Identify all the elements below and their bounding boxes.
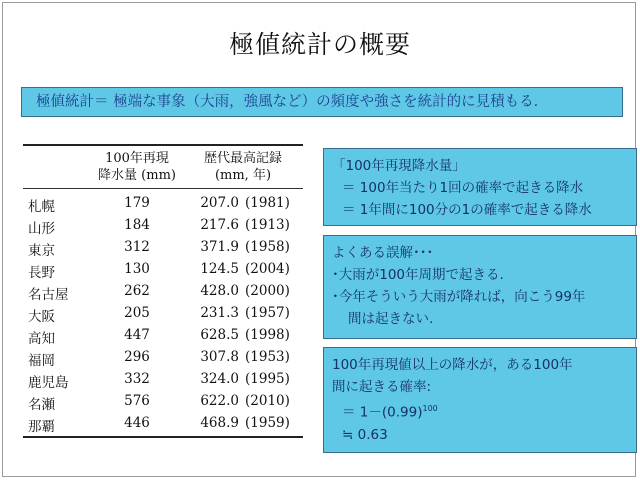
return-period-cell: 296 [124,349,150,365]
record-cell: 468.9 [200,415,239,431]
summary-banner: 極値統計＝ 極端な事象（大雨，強風など）の頻度や強さを統計的に見積もる. [21,87,623,117]
misconception-heading: よくある誤解･･･ [332,245,434,261]
slide [2,2,636,477]
city-cell: 名瀬 [28,397,55,413]
misconception-box [323,235,637,339]
table-row [23,280,303,302]
city-cell: 高知 [28,331,55,347]
record-year-cell: (1953) [245,349,290,365]
record-cell: 324.0 [200,371,239,387]
record-cell: 622.0 [200,393,239,409]
misconception-item-2-cont: 間は起きない. [348,311,434,327]
record-year-cell: (1959) [245,415,290,431]
table-row [23,412,303,434]
table-row [23,390,303,412]
record-cell: 628.5 [200,327,239,343]
formula-base: ＝ 1－(0.99) [342,404,423,421]
record-year-cell: (1995) [245,371,290,387]
definition-line-1: ＝ 100年当たり1回の確率で起きる降水 [342,180,584,196]
city-cell: 名古屋 [28,287,69,303]
table-row [23,368,303,390]
record-cell: 231.3 [200,305,239,321]
return-period-cell: 179 [124,195,150,211]
record-year-cell: (1958) [245,239,290,255]
return-period-cell: 130 [124,261,150,277]
return-period-cell: 446 [124,415,150,431]
table-bottom-rule [23,436,303,438]
table-row [23,192,303,214]
table-row [23,346,303,368]
misconception-item-2: ･今年そういう大雨が降れば，向こう99年 [332,289,586,305]
probability-line-1: 100年再現値以上の降水が，ある100年 [332,357,573,373]
table-row [23,324,303,346]
return-period-cell: 184 [124,217,150,233]
record-year-cell: (2000) [245,283,290,299]
header-record-line2: (mm, 年) [214,168,272,183]
header-return-period [87,150,187,184]
record-year-cell: (1981) [245,195,290,211]
return-period-cell: 332 [124,371,150,387]
record-year-cell: (2010) [245,393,290,409]
formula-exponent: 100 [422,404,438,413]
table-header-rule [23,188,303,189]
definition-heading: 「100年再現降水量」 [332,158,466,174]
table-row [23,214,303,236]
misconception-item-1: ･大雨が100年周期で起きる. [332,267,504,283]
probability-line-2: 間に起きる確率: [332,379,432,395]
record-year-cell: (1913) [245,217,290,233]
header-return-period-line1: 100年再現 [105,151,169,166]
record-year-cell: (1957) [245,305,290,321]
city-cell: 福岡 [28,353,55,369]
record-cell: 217.6 [200,217,239,233]
record-cell: 207.0 [200,195,239,211]
city-cell: 鹿児島 [28,375,69,391]
return-period-cell: 262 [124,283,150,299]
return-period-cell: 312 [124,239,150,255]
city-cell: 東京 [28,243,55,259]
record-cell: 371.9 [200,239,239,255]
return-period-cell: 447 [124,327,150,343]
definition-box [323,148,637,226]
definition-line-2: ＝ 1年間に100分の1の確率で起きる降水 [342,202,592,218]
record-cell: 124.5 [200,261,239,277]
probability-result: ≒ 0.63 [342,426,388,443]
table-row [23,236,303,258]
city-cell: 大阪 [28,309,55,325]
return-period-cell: 205 [124,305,150,321]
table-row [23,302,303,324]
record-year-cell: (2004) [245,261,290,277]
city-cell: 那覇 [28,419,55,435]
table-top-rule [23,144,303,146]
city-cell: 山形 [28,221,55,237]
table-row [23,258,303,280]
record-cell: 428.0 [200,283,239,299]
slide-title: 極値統計の概要 [228,30,411,59]
header-record-line1: 歴代最高記録 [203,151,282,166]
probability-formula [332,398,628,424]
city-cell: 札幌 [28,199,55,215]
city-cell: 長野 [28,265,55,281]
header-record [185,150,301,184]
record-year-cell: (1998) [245,327,290,343]
header-return-period-line2: 降水量 (mm) [98,168,176,183]
record-cell: 307.8 [200,349,239,365]
probability-box [323,347,637,453]
return-period-cell: 576 [124,393,150,409]
